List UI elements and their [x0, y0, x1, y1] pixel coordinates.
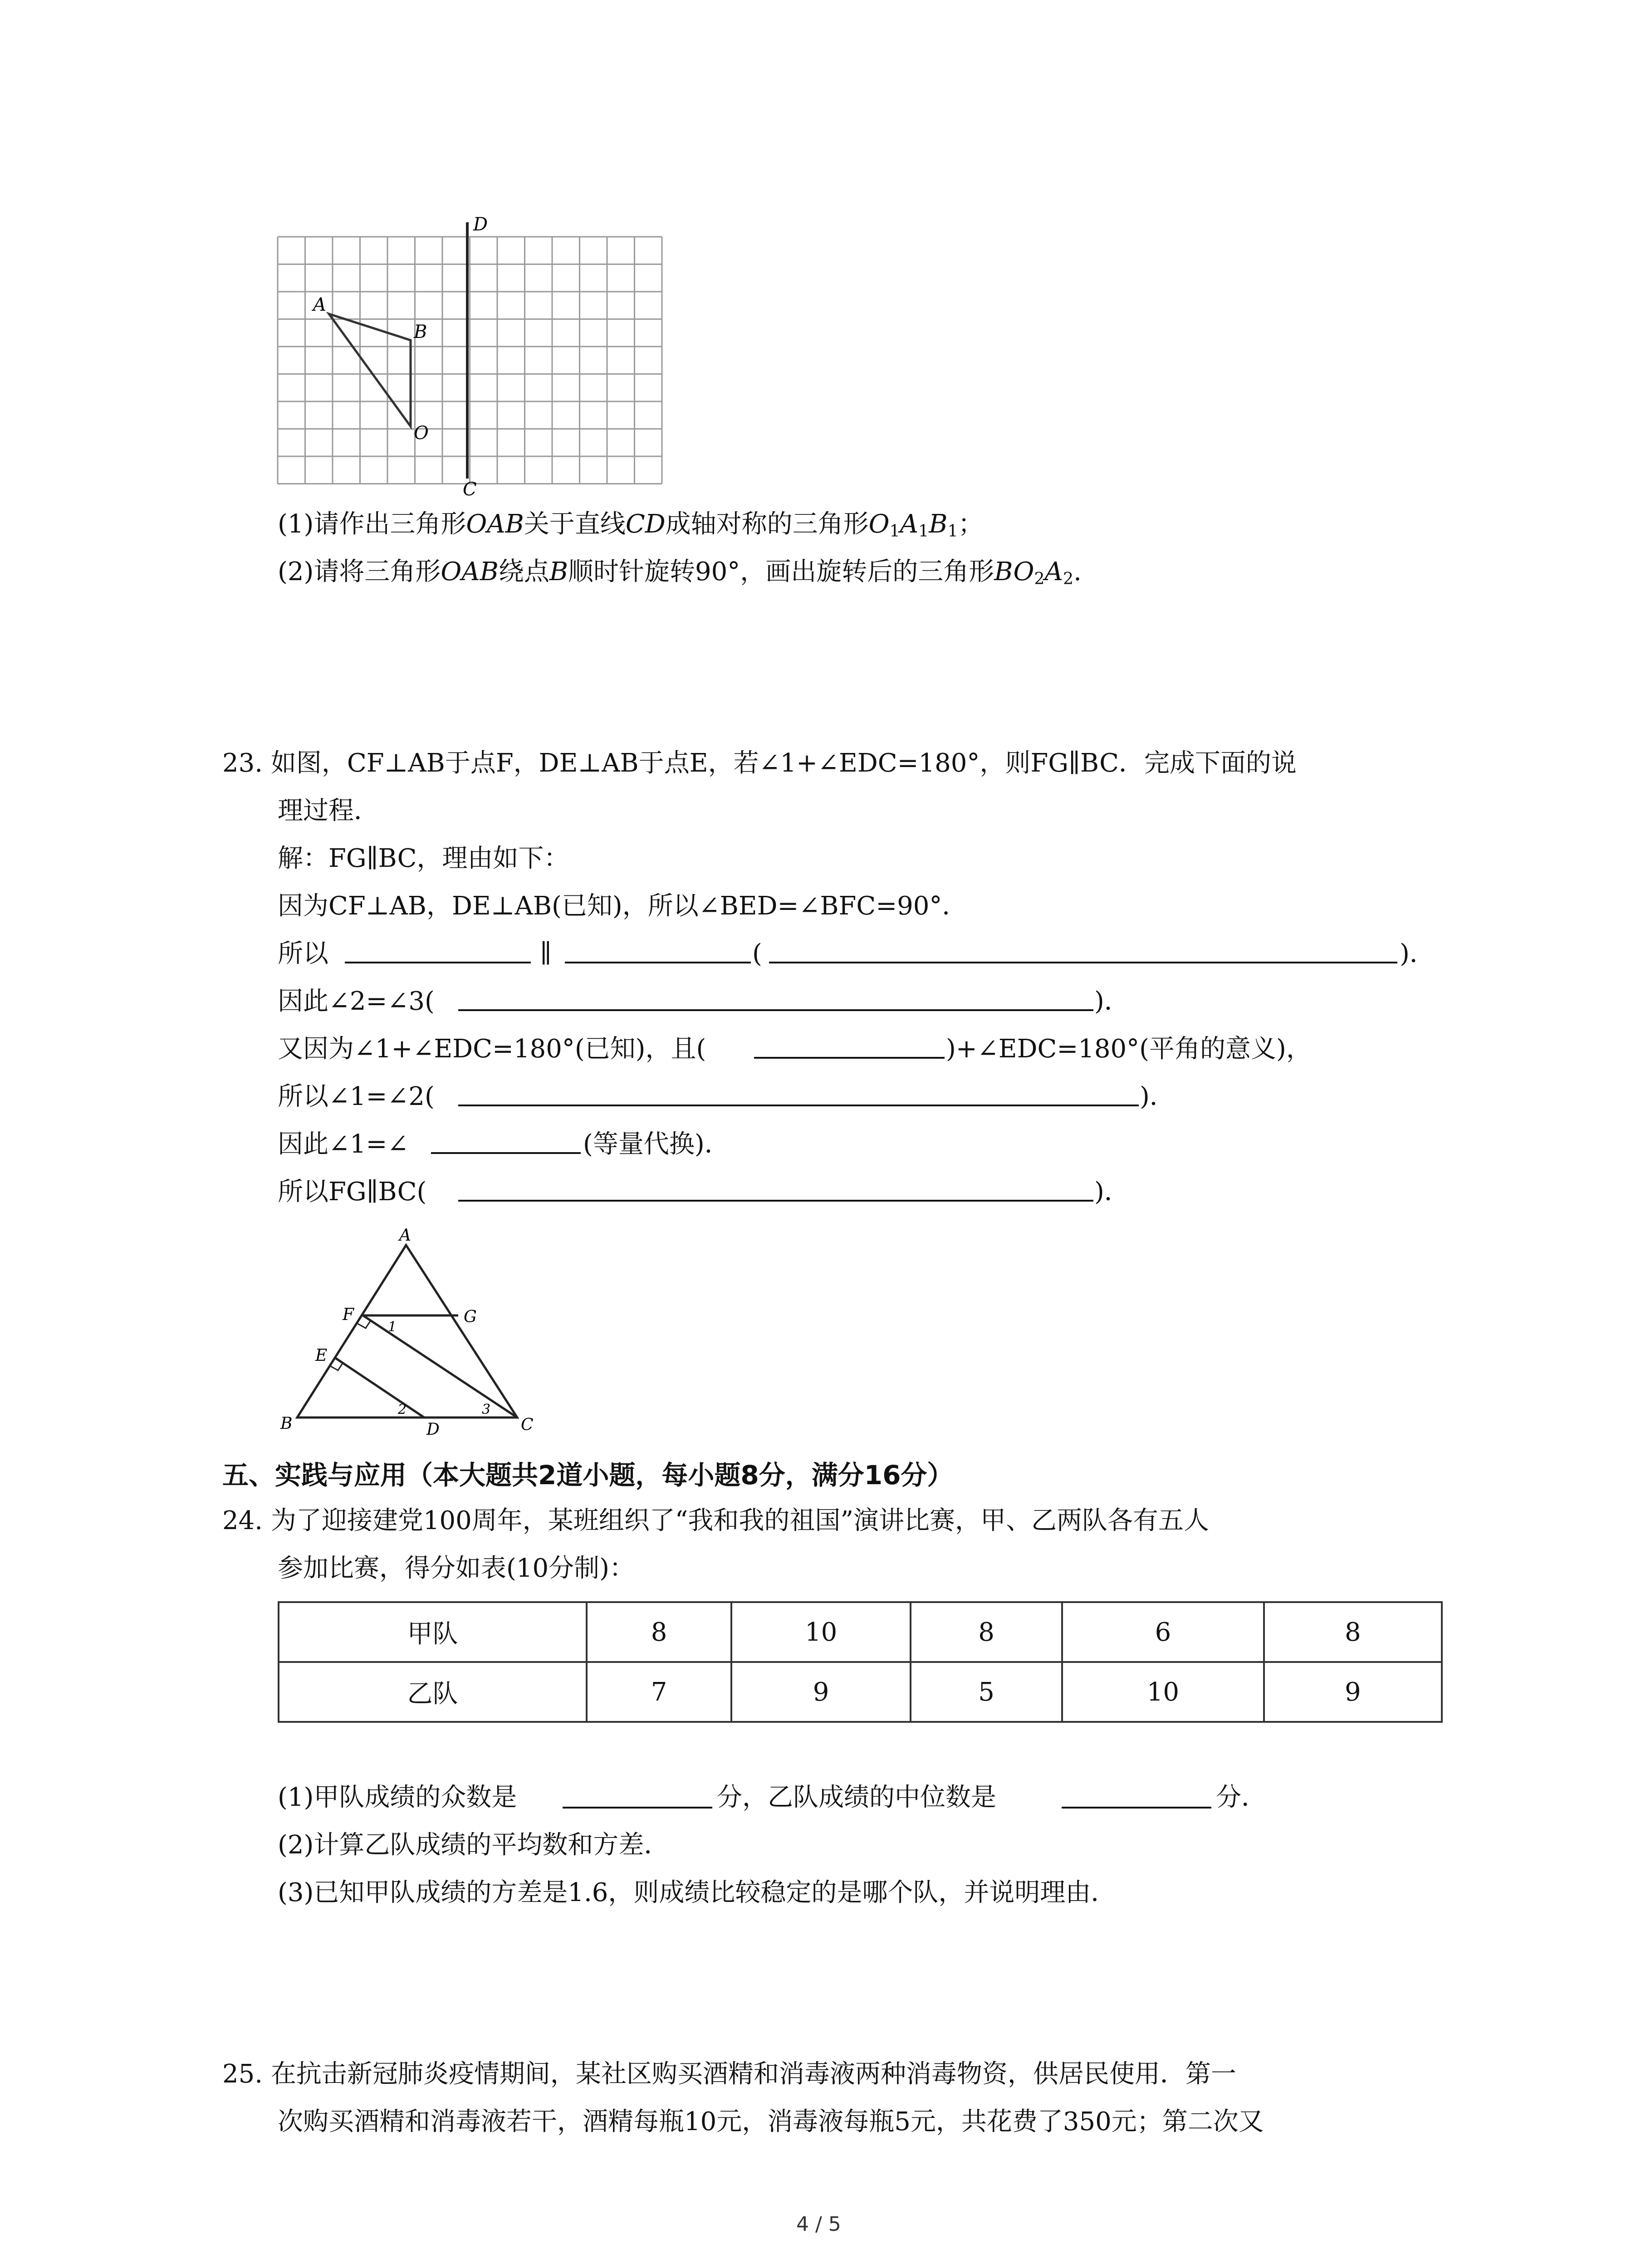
triangle-oab	[329, 314, 411, 426]
score-cell: 9	[1264, 1662, 1442, 1722]
q22-p1-post: 成轴对称的三角形	[665, 509, 869, 539]
tri-label-d: D	[426, 1420, 440, 1438]
tri-label-g: G	[464, 1308, 477, 1326]
q23-line8-a: 所以∠1=∠2(	[278, 1082, 435, 1111]
score-cell: 8	[587, 1602, 731, 1662]
q23-line7-b: )+∠EDC=180°(平角的意义)，	[946, 1034, 1312, 1064]
table-row	[279, 1602, 1442, 1662]
blank-5a[interactable]	[345, 962, 531, 963]
q23-line5-b: ∥	[540, 939, 552, 968]
q23-line4: 因为CF⊥AB，DE⊥AB(已知)，所以∠BED=∠BFC=90°．	[278, 891, 968, 921]
q22-p2-oab: OAB	[441, 557, 499, 587]
q22-p2-bo: BO	[994, 557, 1034, 587]
q23-line8-b: )．	[1140, 1082, 1175, 1111]
q22-part2	[278, 559, 1082, 587]
tri-label-f: F	[343, 1305, 354, 1324]
blank-10[interactable]	[458, 1200, 1093, 1202]
blank-5b[interactable]	[565, 962, 751, 963]
tri-label-c: C	[521, 1416, 534, 1434]
score-cell: 10	[1062, 1662, 1264, 1722]
segment-fc	[363, 1315, 517, 1418]
score-cell: 10	[731, 1602, 910, 1662]
q25-line2: 次购买酒精和消毒液若干，酒精每瓶10元，消毒液每瓶5元，共花费了350元；第二次又	[278, 2107, 1264, 2136]
q24-p1-b: 分，乙队成绩的中位数是	[717, 1783, 996, 1812]
q24-line1: 24. 为了迎接建党100周年，某班组织了“我和我的祖国”演讲比赛，甲、乙两队各有五人	[222, 1506, 1210, 1535]
q23-line3: 解：FG∥BC，理由如下：	[278, 844, 569, 873]
right-angle-f	[358, 1320, 371, 1328]
tri-label-2: 2	[398, 1402, 407, 1418]
score-cell: 8	[911, 1602, 1062, 1662]
label-d: D	[473, 214, 488, 235]
q22-p1-end: ；	[958, 509, 984, 539]
q23-line9-a: 因此∠1=∠	[278, 1129, 409, 1159]
q23-line7-a: 又因为∠1+∠EDC=180°(已知)，且(	[278, 1034, 706, 1064]
q22-p2-mid: 绕点	[498, 557, 549, 587]
score-cell: 9	[731, 1662, 910, 1722]
page-number: 4 / 5	[796, 2213, 841, 2236]
q24-p3: (3)已知甲队成绩的方差是1.6，则成绩比较稳定的是哪个队，并说明理由．	[278, 1878, 1117, 1907]
q24-p1-c: 分．	[1216, 1783, 1267, 1812]
q23-line1: 23. 如图，CF⊥AB于点F，DE⊥AB于点E，若∠1+∠EDC=180°，则FG∥BC．完成下面的说	[222, 748, 1297, 778]
team-cell: 乙队	[279, 1662, 587, 1722]
blank-median[interactable]	[1062, 1807, 1211, 1809]
q22-p1-a: A	[900, 509, 919, 539]
q24-p2: (2)计算乙队成绩的平均数和方差．	[278, 1830, 670, 1860]
q22-p2-text: (2)请将三角形	[278, 557, 441, 587]
q22-p1-cd: CD	[625, 509, 666, 539]
q22-p2-sub-o: 2	[1034, 569, 1045, 589]
q22-p1-mid: 关于直线	[524, 509, 626, 539]
blank-mode[interactable]	[563, 1807, 712, 1809]
segment-ed	[335, 1358, 424, 1418]
q25-line1: 25. 在抗击新冠肺炎疫情期间，某社区购买酒精和消毒液两种消毒物资，供居民使用．第一	[222, 2059, 1236, 2089]
q23-line5-c: (	[752, 939, 762, 968]
q22-p1-sub-o: 1	[889, 521, 900, 541]
q22-p1-b: B	[929, 509, 948, 539]
score-table	[278, 1601, 1443, 1723]
tri-label-e: E	[315, 1346, 328, 1365]
score-cell: 7	[587, 1662, 731, 1722]
label-o: O	[414, 423, 429, 444]
q23-line2: 理过程．	[278, 796, 379, 826]
q22-p2-b: B	[549, 557, 568, 587]
score-cell: 8	[1264, 1602, 1442, 1662]
label-b: B	[414, 322, 427, 342]
blank-7[interactable]	[754, 1057, 945, 1059]
q23-line10-b: )．	[1094, 1177, 1130, 1207]
blank-8[interactable]	[458, 1105, 1139, 1106]
q23-line6-a: 因此∠2=∠3(	[278, 987, 435, 1016]
blank-6[interactable]	[458, 1009, 1093, 1011]
score-cell: 6	[1062, 1602, 1264, 1662]
q22-p1-sub-b: 1	[947, 521, 958, 541]
q22-p1-sub-a: 1	[918, 521, 929, 541]
q24-p1-a: (1)甲队成绩的众数是	[278, 1783, 517, 1812]
q23-line5-a: 所以	[278, 939, 328, 968]
q22-part1	[278, 509, 984, 541]
q22-p2-a: A	[1044, 557, 1063, 587]
tri-label-b: B	[280, 1414, 293, 1433]
q22-p1-oab: OAB	[466, 509, 524, 539]
blank-5c[interactable]	[769, 962, 1397, 963]
q23-line10-a: 所以FG∥BC(	[278, 1177, 427, 1207]
q24-line2: 参加比赛，得分如表(10分制)：	[278, 1554, 635, 1583]
table-row	[279, 1662, 1442, 1722]
q23-line5-d: )．	[1400, 939, 1435, 968]
q22-p2-end: .	[1073, 557, 1082, 587]
label-a: A	[313, 294, 326, 315]
q23-line6-b: )．	[1094, 987, 1130, 1016]
triangle-abc	[297, 1245, 517, 1418]
score-cell: 5	[911, 1662, 1062, 1722]
section5-title: 五、实践与应用（本大题共2道小题，每小题8分，满分16分）	[222, 1460, 954, 1491]
tri-label-3: 3	[482, 1402, 491, 1418]
triangle-figure	[272, 1220, 554, 1438]
tri-label-1: 1	[388, 1319, 397, 1335]
q22-p2-post: 顺时针旋转90°，画出旋转后的三角形	[568, 557, 994, 587]
label-c: C	[463, 479, 477, 500]
team-cell: 甲队	[279, 1602, 587, 1662]
q22-p1-o: O	[868, 509, 890, 539]
blank-9[interactable]	[431, 1152, 581, 1154]
grid-figure	[272, 213, 681, 503]
q22-p1-text: (1)请作出三角形	[278, 509, 466, 539]
q23-line9-b: (等量代换)．	[583, 1129, 730, 1159]
q22-p2-sub-a: 2	[1063, 569, 1074, 589]
tri-label-a: A	[399, 1226, 411, 1245]
